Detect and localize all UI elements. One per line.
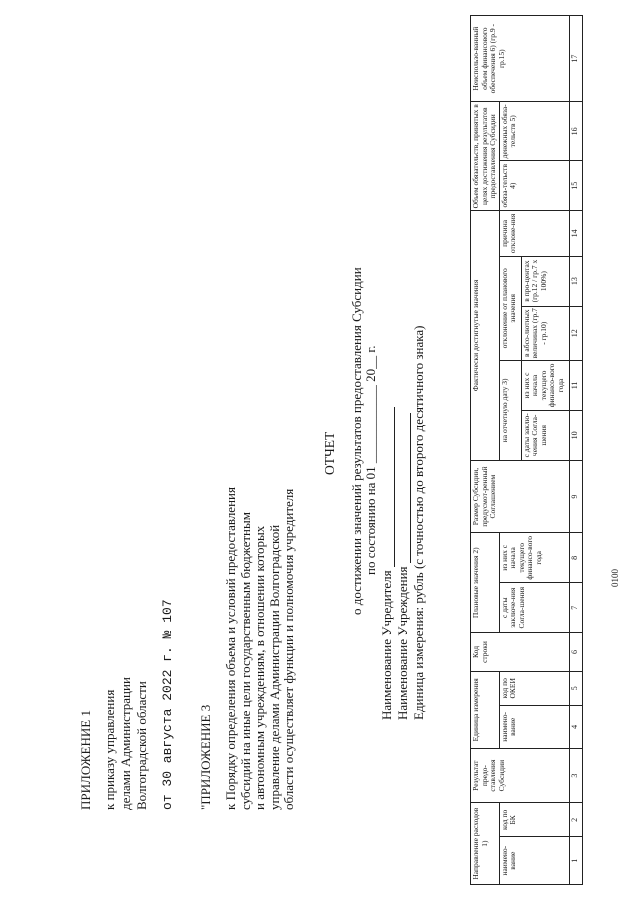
col-unit-okei: код по ОКЕИ <box>499 671 569 705</box>
procedure-line: субсидий на иные цели государственным бюджетным <box>237 512 253 810</box>
column-number: 9 <box>569 460 582 533</box>
founder-line <box>382 407 395 567</box>
column-number: 7 <box>569 583 582 633</box>
col-obligations: Объем обязательств, принятых в целях достижения результатов предоставления Субсидии <box>471 102 500 211</box>
column-number: 6 <box>569 633 582 672</box>
column-number: 3 <box>569 748 582 802</box>
column-number: 5 <box>569 671 582 705</box>
column-number: 13 <box>569 256 582 306</box>
col-unused: Неиспользо-ванный объем финансового обеспечения 6) (гр.9 - гр.15) <box>471 16 570 102</box>
col-act-reporting: на отчетную дату 3) <box>499 360 521 460</box>
col-dev-pct: в про-центах (гр.12 / гр.7 x 100%) <box>521 256 569 306</box>
order-line-3: Волгоградской области <box>134 681 149 810</box>
report-title: ОТЧЕТ <box>322 431 337 475</box>
column-number: 15 <box>569 161 582 211</box>
column-number: 10 <box>569 410 582 460</box>
col-plan-from-year: из них с начала текущего финансо-вого года <box>499 533 569 583</box>
procedure-line: и автономным учреждениям, в отношении которых <box>252 525 267 810</box>
report-as-of: по состоянию на 01 ____________ 20__ г. <box>363 345 378 575</box>
column-number: 1 <box>569 837 582 885</box>
col-obl-monetary: денежных обяза-тельств 5) <box>499 102 569 161</box>
founder-label-text: Наименование Учредителя <box>379 570 394 720</box>
procedure-line: управление делами Администрации Волгоградской <box>266 524 282 810</box>
procedure-line: области осуществляет функции и полномочия учредителя <box>281 488 296 810</box>
column-number: 2 <box>569 803 582 837</box>
column-number: 17 <box>569 16 582 102</box>
order-date: от 30 августа 2022 г. № 107 <box>160 599 175 810</box>
col-unit: Единица измерения <box>471 671 500 748</box>
col-actual: Фактически достигнутые значения <box>471 211 500 461</box>
procedure-line: к Порядку определения объема и условий предоставления <box>223 487 238 810</box>
institution-label-text: Наименование Учреждения <box>395 566 410 720</box>
report-subtitle: о достижении значений результатов предоставления Субсидии <box>349 267 364 615</box>
appendix-3-title: "ПРИЛОЖЕНИЕ 3 <box>198 704 213 810</box>
col-unit-name: наимено-вание <box>499 705 569 748</box>
column-numbers-row <box>569 16 582 885</box>
institution-label <box>396 413 411 720</box>
col-act-from-year: из них с начала текущего финансо-вого года <box>521 360 569 410</box>
col-act-deviation: отклонение от планового значения <box>499 256 521 360</box>
col-subsidy-size: Размер Субсидии, предусмот-ренный Соглашением <box>471 460 570 533</box>
column-number: 14 <box>569 211 582 256</box>
appendix-title: ПРИЛОЖЕНИЕ 1 <box>78 710 93 810</box>
founder-label <box>380 407 395 720</box>
column-number: 11 <box>569 360 582 410</box>
order-line-2: делами Администрации <box>118 677 133 810</box>
unit-label: Единица измерения: рубль (с точностью до второго десятичного знака) <box>411 325 426 720</box>
column-number: 8 <box>569 533 582 583</box>
column-number: 16 <box>569 102 582 161</box>
col-dir-code: код по БК <box>499 803 569 837</box>
col-result: Результат предо-ставления Субсидии <box>471 748 570 802</box>
column-number: 12 <box>569 306 582 360</box>
col-dev-abs: в абсо-лютных величинах (гр.7 - гр.10) <box>521 306 569 360</box>
col-act-from-sign: с даты заклю-чения Согла-шения <box>521 410 569 460</box>
col-act-reason: причина отклоне-ния <box>499 211 569 256</box>
col-obl-obligations: обяза-тельств 4) <box>499 161 569 211</box>
col-dir-name: наимено-вание <box>499 837 569 885</box>
institution-line <box>398 413 411 563</box>
procedure-text <box>224 310 297 810</box>
col-line-code: Код строки <box>471 633 570 672</box>
column-number: 4 <box>569 705 582 748</box>
col-plan-from-sign: с даты заключе-ния Согла-шения <box>499 583 569 633</box>
report-table <box>470 15 583 885</box>
col-planned: Плановые значения 2) <box>471 533 500 633</box>
row-code: 0100 <box>610 569 620 587</box>
col-direction: Направление расходов 1) <box>471 803 500 885</box>
order-line-1: к приказу управления <box>102 689 117 810</box>
